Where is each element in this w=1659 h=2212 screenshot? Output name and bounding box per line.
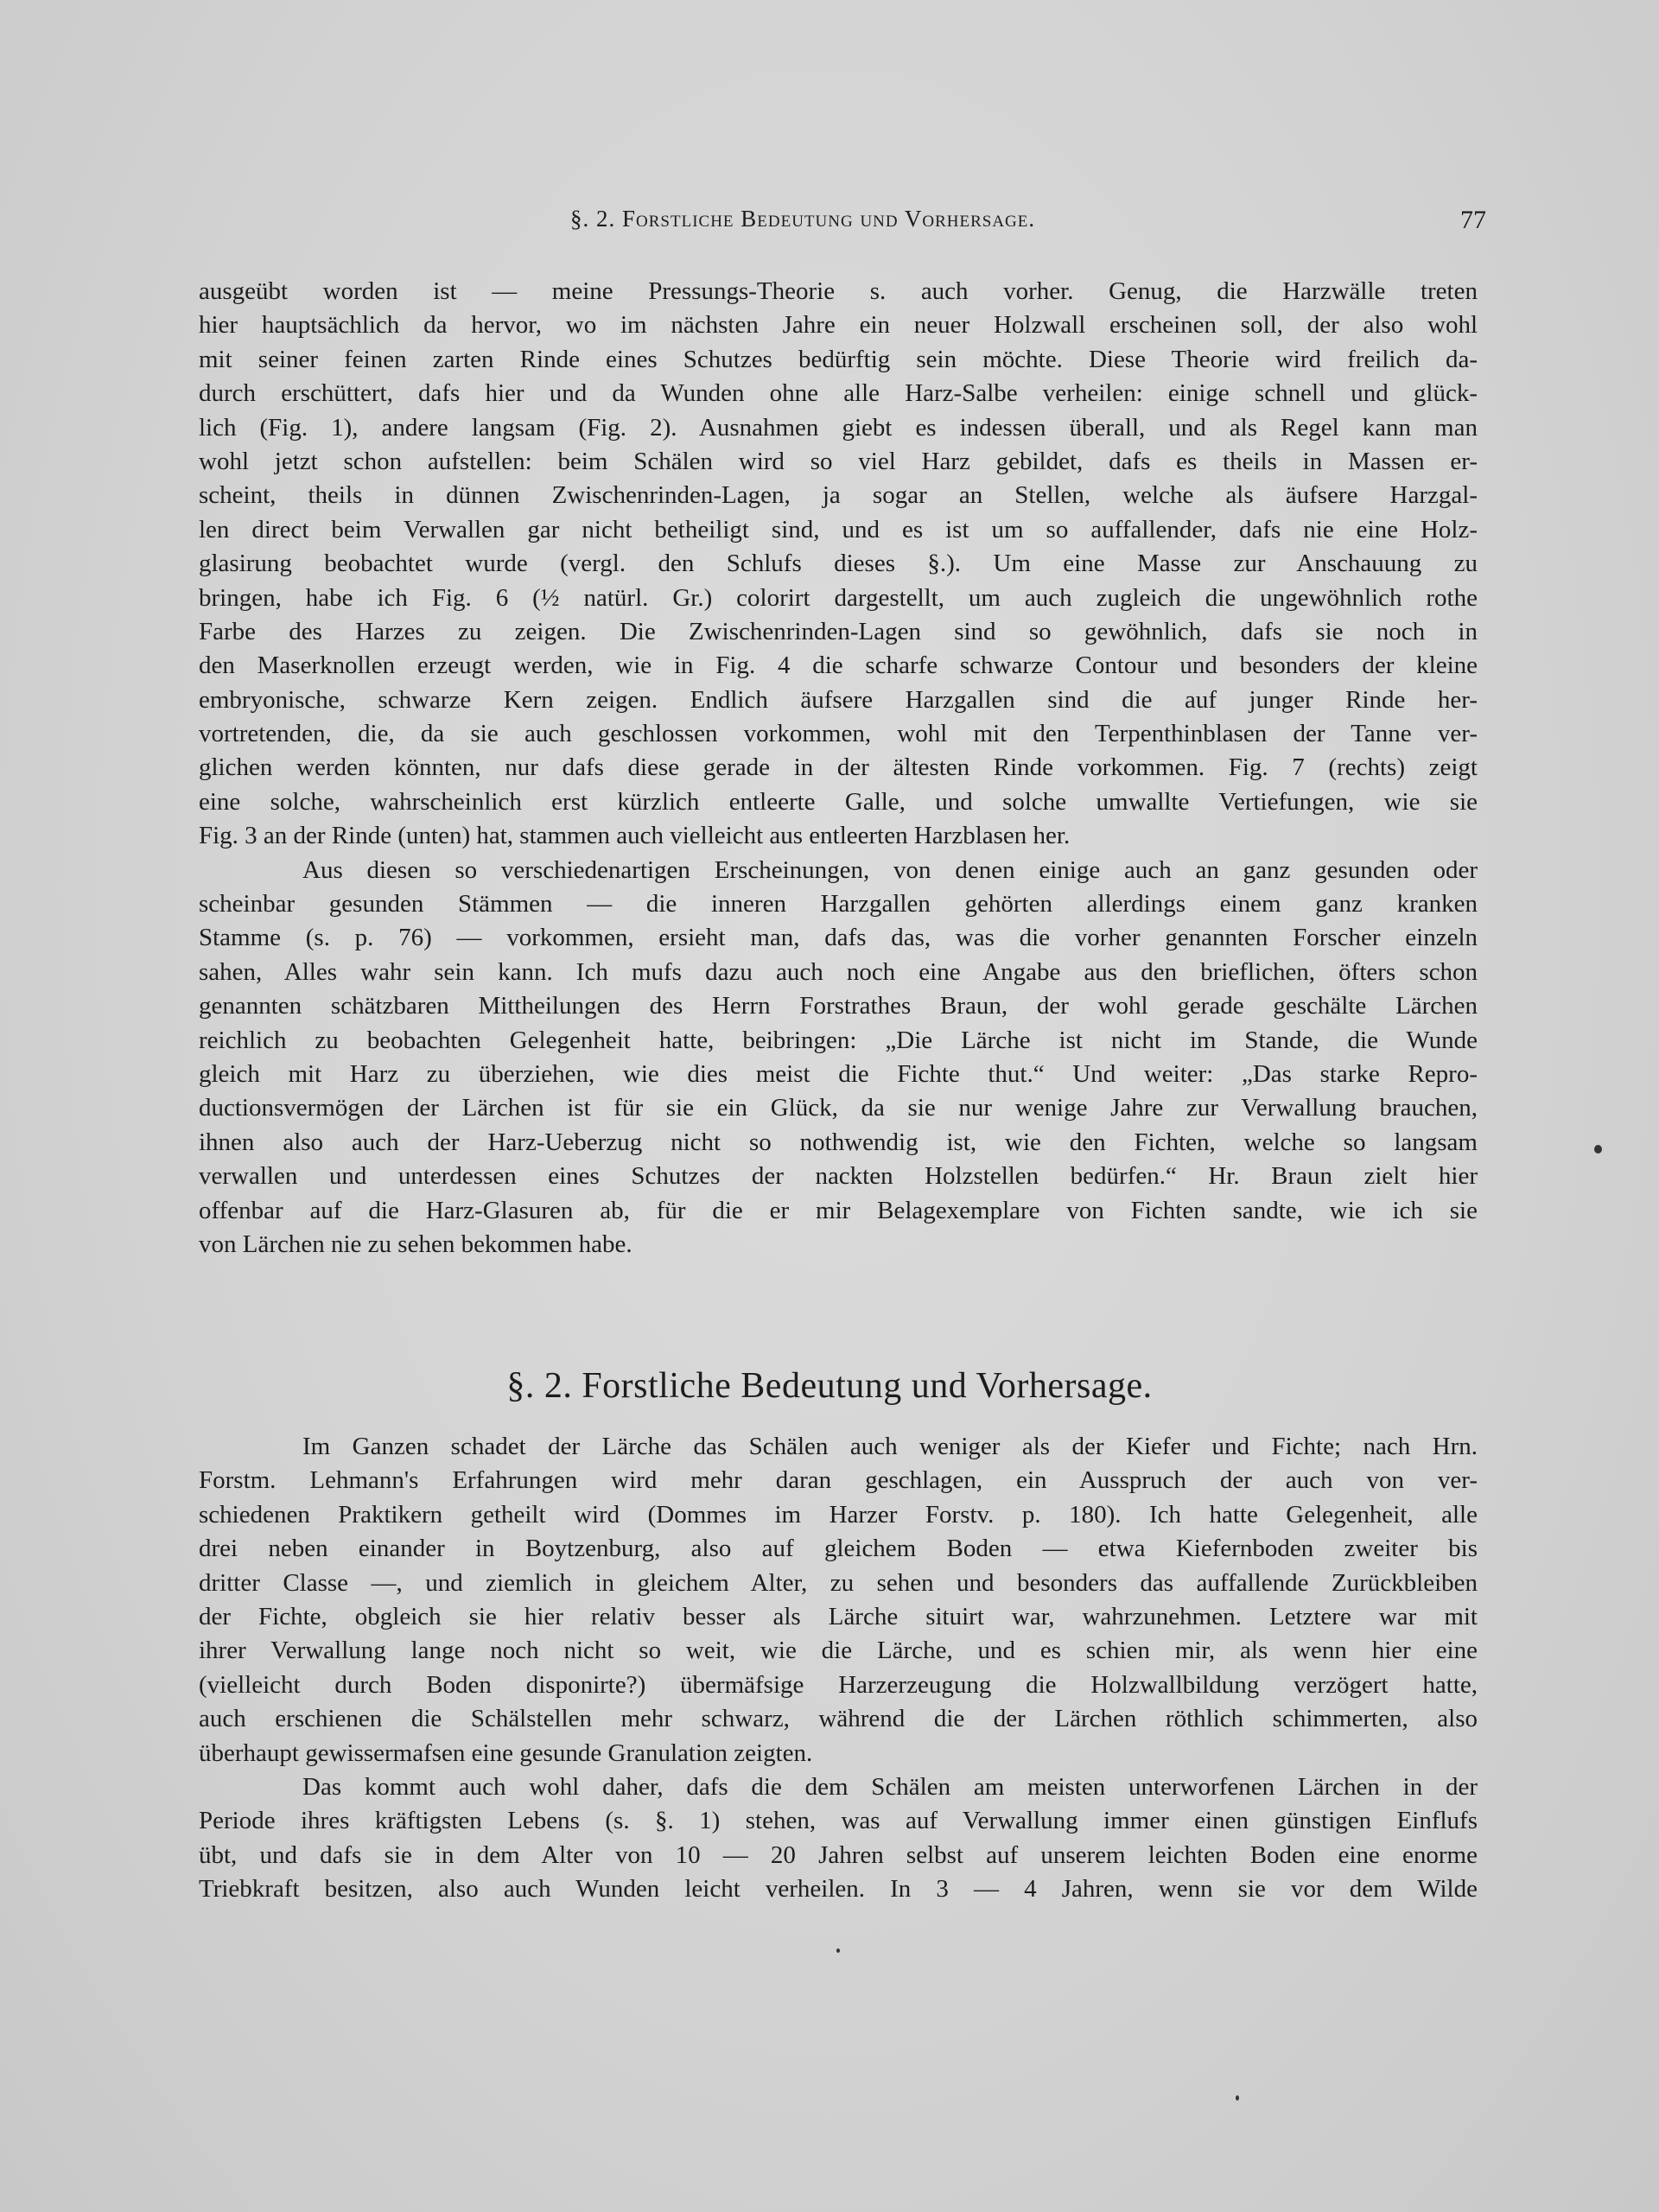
text-line: ductionsvermögen der Lärchen ist für sie ein Glück, da sie nur wenige Jahre zur Verwallung brauchen, [199,1094,1478,1122]
paragraph-block-2 [199,1430,1478,1906]
text-line: überhaupt gewissermafsen eine gesunde Granulation zeigten. [199,1738,813,1767]
text-line: offenbar auf die Harz-Glasuren ab, für die er mir Belagexemplare von Fichten sandte, wie ich sie [199,1196,1478,1224]
ink-speck [1594,1145,1602,1154]
text-line: hier hauptsächlich da hervor, wo im nächsten Jahre ein neuer Holzwall erscheinen soll, der also wohl [199,311,1478,340]
text-line: reichlich zu beobachten Gelegenheit hatte, beibringen: „Die Lärche ist nicht im Stande, die Wunde [199,1026,1478,1054]
text-line: verwallen und unterdessen eines Schutzes der nackten Holzstellen bedürfen.“ Hr. Braun zielt hier [199,1162,1478,1191]
text-line: sahen, Alles wahr sein kann. Ich mufs dazu auch noch eine Angabe aus den brieflichen, öfters schon [199,957,1478,986]
text-line: von Lärchen nie zu sehen bekommen habe. [199,1230,632,1258]
page-number: 77 [1460,206,1486,234]
text-line: Triebkraft besitzen, also auch Wunden leicht verheilen. In 3 — 4 Jahren, wenn sie vor dem Wilde [199,1875,1478,1904]
section-heading [0,1365,1659,1407]
text-line: der Fichte, obgleich sie hier relativ besser als Lärche situirt war, wahrzunehmen. Letztere war mit [199,1602,1478,1630]
text-line: Forstm. Lehmann's Erfahrungen wird mehr daran geschlagen, ein Ausspruch der auch von ver- [199,1466,1478,1495]
text-line: Aus diesen so verschiedenartigen Erscheinungen, von denen einige auch an ganz gesunden oder [302,855,1478,884]
page-header [199,206,1486,249]
text-line: den Maserknollen erzeugt werden, wie in Fig. 4 die scharfe schwarze Contour und besonders der kleine [199,652,1478,680]
text-line: Im Ganzen schadet der Lärche das Schälen auch weniger als der Kiefer und Fichte; nach Hrn. [302,1433,1478,1460]
ink-speck [1236,2095,1239,2101]
text-line: auch erschienen die Schälstellen mehr schwarz, während die der Lärchen röthlich schimmerten, also [199,1705,1478,1733]
text-line: wohl jetzt schon aufstellen: beim Schälen wird so viel Harz gebildet, dafs es theils in Massen er- [199,447,1478,475]
text-line: eine solche, wahrscheinlich erst kürzlich entleerte Galle, und solche umwallte Vertiefungen, wie sie [199,787,1478,816]
text-line: schiedenen Praktikern getheilt wird (Dommes im Harzer Forstv. p. 180). Ich hatte Gelegenheit, alle [199,1500,1478,1529]
text-line: Stamme (s. p. 76) — vorkommen, ersieht man, dafs das, was die vorher genannten Forscher einzeln [199,924,1478,952]
running-head: §. 2. Forstliche Bedeutung und Vorhersage. [570,206,1036,232]
section-heading-text: §. 2. Forstliche Bedeutung und Vorhersage. [506,1366,1153,1406]
text-line: glichen werden könnten, nur dafs diese gerade in der ältesten Rinde vorkommen. Fig. 7 (rechts) zeigt [199,753,1478,782]
text-line: Das kommt auch wohl daher, dafs die dem Schälen am meisten unterworfenen Lärchen in der [302,1772,1478,1801]
text-line: Fig. 3 an der Rinde (unten) hat, stammen auch vielleicht aus entleerten Harzblasen her. [199,822,1071,850]
text-line: scheinbar gesunden Stämmen — die inneren Harzgallen gehörten allerdings einem ganz kranken [199,890,1478,918]
text-line: durch erschüttert, dafs hier und da Wunden ohne alle Harz-Salbe verheilen: einige schnell und glück- [199,379,1478,408]
text-line: ihnen also auch der Harz-Ueberzug nicht so nothwendig ist, wie den Fichten, welche so langsam [199,1128,1478,1156]
text-line: genannten schätzbaren Mittheilungen des Herrn Forstrathes Braun, der wohl gerade geschälte Lärchen [199,992,1478,1020]
text-line: vortretenden, die, da sie auch geschlossen vorkommen, wohl mit den Terpenthinblasen der Tanne ver- [199,720,1478,748]
text-line: glasirung beobachtet wurde (vergl. den Schlufs dieses §.). Um eine Masse zur Anschauung zu [199,550,1478,578]
text-line: ausgeübt worden ist — meine Pressungs-Theorie s. auch vorher. Genug, die Harzwälle treten [199,277,1478,305]
text-line: Farbe des Harzes zu zeigen. Die Zwischenrinden-Lagen sind so gewöhnlich, dafs sie noch in [199,617,1478,645]
text-line: scheint, theils in dünnen Zwischenrinden-Lagen, ja sogar an Stellen, welche als äufsere Harzgal- [199,481,1478,510]
text-line: embryonische, schwarze Kern zeigen. Endlich äufsere Harzgallen sind die auf junger Rinde her- [199,685,1478,714]
paragraph-block-1 [199,275,1478,1262]
text-line: mit seiner feinen zarten Rinde eines Schutzes bedürftig sein möchte. Diese Theorie wird freilich da- [199,345,1478,373]
text-line: ihrer Verwallung lange noch nicht so weit, wie die Lärche, und es schien mir, als wenn hier eine [199,1637,1478,1665]
text-line: gleich mit Harz zu überziehen, wie dies meist die Fichte thut.“ Und weiter: „Das starke Repro- [199,1059,1478,1088]
text-line: Periode ihres kräftigsten Lebens (s. §. 1) stehen, was auf Verwallung immer einen günstigen Einflufs [199,1807,1478,1835]
text-line: dritter Classe —, und ziemlich in gleichem Alter, zu sehen und besonders das auffallende Zurückbleiben [199,1568,1478,1597]
text-line: lich (Fig. 1), andere langsam (Fig. 2). Ausnahmen giebt es indessen überall, und als Regel kann man [199,413,1478,442]
text-line: bringen, habe ich Fig. 6 (½ natürl. Gr.) colorirt dargestellt, um auch zugleich die ungewöhnlich rothe [199,583,1478,612]
text-line: len direct beim Verwallen gar nicht betheiligt sind, und es ist um so auffallender, dafs nie eine Holz- [199,515,1478,543]
text-line: übt, und dafs sie in dem Alter von 10 — 20 Jahren selbst auf unserem leichten Boden eine enorme [199,1840,1478,1869]
text-line: (vielleicht durch Boden disponirte?) übermäfsige Harzerzeugung die Holzwallbildung verzögert hatte, [199,1670,1478,1699]
ink-speck [836,1948,840,1953]
text-line: drei neben einander in Boytzenburg, also auf gleichem Boden — etwa Kiefernboden zweiter bis [199,1535,1478,1563]
